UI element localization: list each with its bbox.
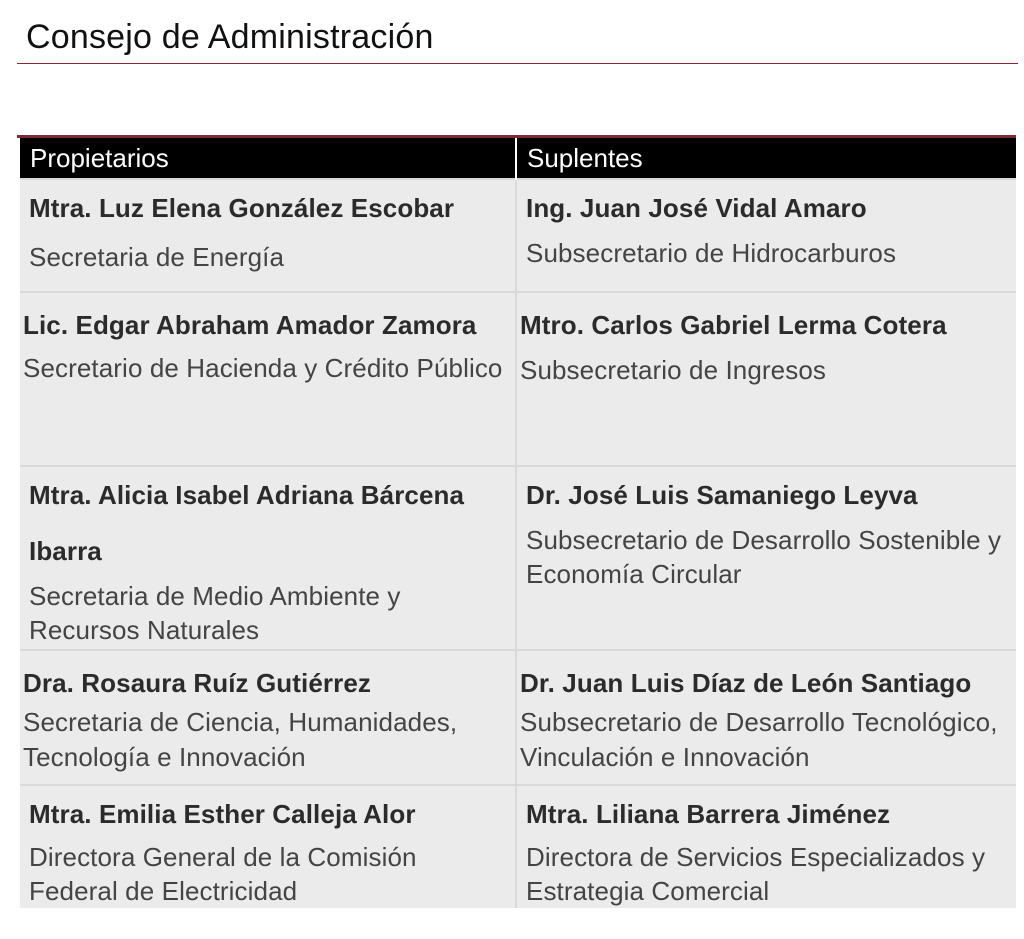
table-row [20, 785, 1016, 908]
alternate-cell [516, 650, 1016, 785]
owner-name: Mtra. Luz Elena González Escobar [29, 193, 455, 223]
board-table [20, 138, 1016, 908]
table-header-row [20, 138, 1016, 179]
owner-cell [20, 179, 516, 292]
alternate-name: Ing. Juan José Vidal Amaro [526, 193, 867, 223]
owner-name: Dra. Rosaura Ruíz Gutiérrez [23, 668, 372, 698]
owner-cell [20, 292, 516, 466]
owner-name: Lic. Edgar Abraham Amador Zamora [23, 310, 477, 340]
page-title: Consejo de Administración [26, 18, 434, 56]
owner-role: Secretaria de Energía [29, 242, 285, 272]
alternate-cell [516, 466, 1016, 650]
alternate-name: Mtra. Liliana Barrera Jiménez [526, 799, 891, 829]
title-divider [17, 63, 1018, 64]
owner-name: Mtra. Alicia Isabel Adriana Bárcena Ibarra [29, 480, 465, 566]
alternate-role: Directora de Servicios Especializados y Estrategia Comercial [526, 842, 986, 906]
alternate-role: Subsecretario de Ingresos [520, 355, 827, 385]
table-row [20, 466, 1016, 650]
column-header-owners: Propietarios [20, 138, 516, 179]
alternate-cell [516, 292, 1016, 466]
owner-role: Directora General de la Comisión Federal de Electricidad [29, 842, 417, 906]
owner-cell [20, 785, 516, 908]
owner-role: Secretaria de Ciencia, Humanidades, Tecnología e Innovación [23, 707, 458, 772]
alternate-role: Subsecretario de Hidrocarburos [526, 238, 897, 268]
owner-cell [20, 650, 516, 785]
alternate-cell [516, 785, 1016, 908]
owner-role: Secretaria de Medio Ambiente y Recursos Naturales [29, 581, 401, 645]
alternate-role: Subsecretario de Desarrollo Tecnológico, Vinculación e Innovación [520, 707, 998, 772]
table-row [20, 650, 1016, 785]
column-header-alternates: Suplentes [516, 138, 1016, 179]
alternate-cell [516, 179, 1016, 292]
owner-name: Mtra. Emilia Esther Calleja Alor [29, 799, 416, 829]
table-row [20, 292, 1016, 466]
alternate-role: Subsecretario de Desarrollo Sostenible y Economía Circular [526, 525, 1002, 589]
alternate-name: Dr. Juan Luis Díaz de León Santiago [520, 668, 972, 698]
owner-cell [20, 466, 516, 650]
table-row [20, 179, 1016, 292]
alternate-name: Dr. José Luis Samaniego Leyva [526, 480, 918, 510]
alternate-name: Mtro. Carlos Gabriel Lerma Cotera [520, 310, 947, 340]
owner-role: Secretario de Hacienda y Crédito Público [23, 353, 503, 383]
